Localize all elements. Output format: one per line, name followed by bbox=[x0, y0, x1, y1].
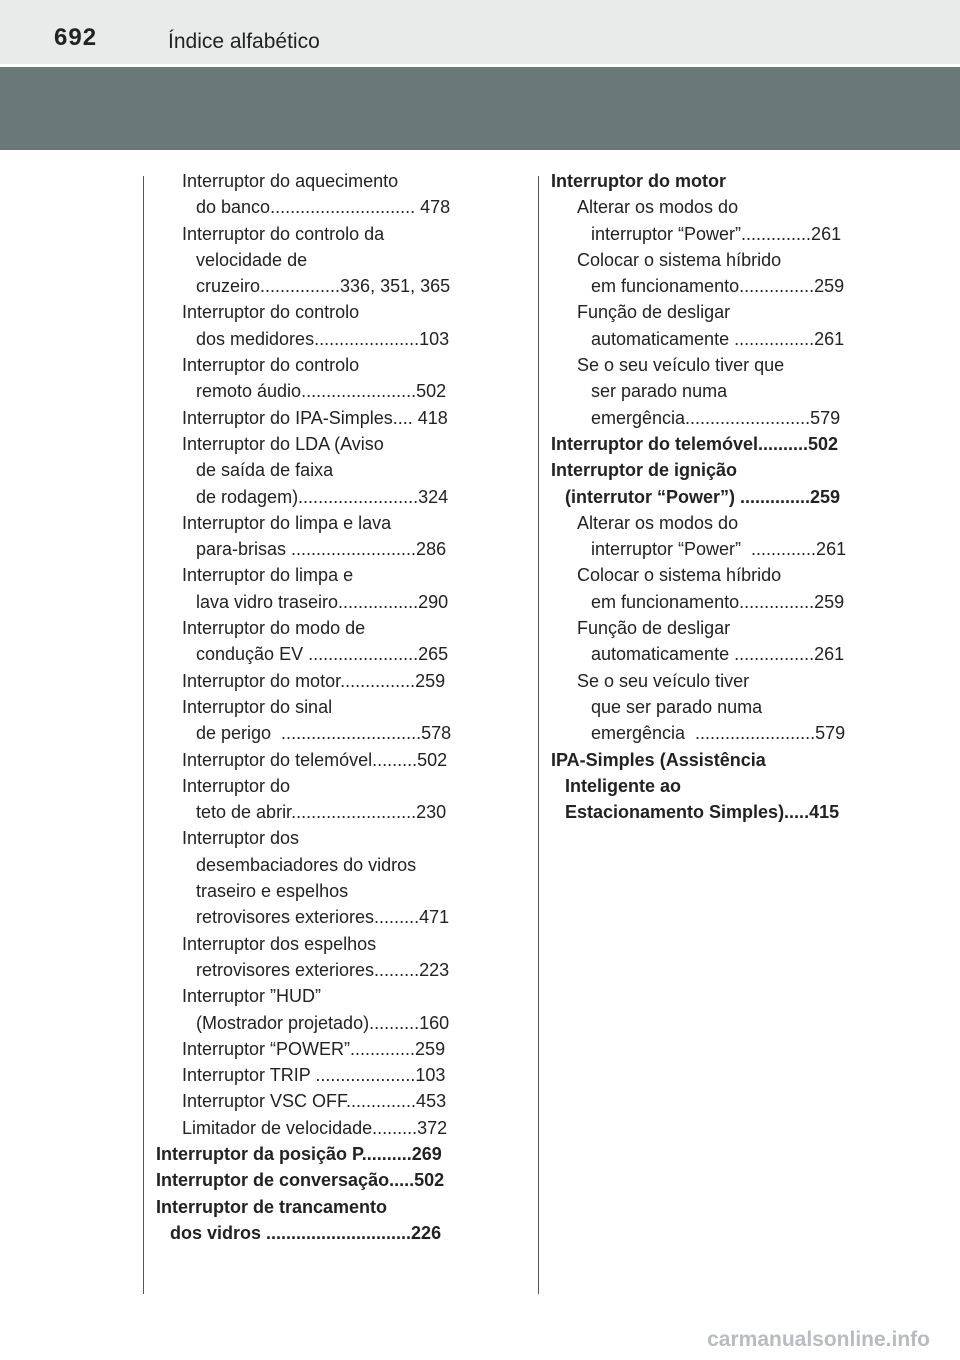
index-entry-line: Interruptor dos espelhos bbox=[182, 933, 377, 954]
index-entry-line: Interruptor do motor bbox=[551, 171, 726, 191]
index-entry-sub bbox=[182, 562, 476, 615]
index-entry-main bbox=[551, 168, 871, 194]
index-entry-line: velocidade de bbox=[196, 249, 308, 270]
gray-banner bbox=[0, 67, 960, 150]
left-column-rule bbox=[143, 176, 144, 1294]
index-entry-sub bbox=[577, 194, 871, 247]
index-entry-line: remoto áudio.......................502 bbox=[196, 381, 447, 402]
index-entry-sub bbox=[182, 168, 476, 221]
index-entry-line: que ser parado numa bbox=[591, 696, 763, 717]
index-entry-sub bbox=[182, 1115, 476, 1141]
index-entry-line: teto de abrir.........................230 bbox=[196, 802, 447, 823]
index-entry-main bbox=[551, 431, 871, 457]
index-entry-line: do banco............................. 478 bbox=[196, 197, 451, 218]
index-entry-line: Alterar os modos do bbox=[577, 512, 739, 533]
index-entry-line: Interruptor do sinal bbox=[182, 696, 333, 717]
index-entry-line: Interruptor do telemóvel.........502 bbox=[182, 749, 448, 770]
index-entry-sub bbox=[182, 352, 476, 405]
index-entry-line: Se o seu veículo tiver que bbox=[577, 355, 785, 376]
index-entry-line: Interruptor de ignição bbox=[551, 460, 738, 481]
index-entry-line: Interruptor do telemóvel..........502 bbox=[551, 433, 839, 454]
index-entry-sub bbox=[182, 299, 476, 352]
index-entry-line: desembaciadores do vidros bbox=[196, 854, 417, 875]
index-entry-sub bbox=[182, 773, 476, 826]
index-entry-sub bbox=[182, 747, 476, 773]
index-entry-sub bbox=[577, 668, 871, 747]
page-number: 692 bbox=[54, 24, 98, 51]
index-entry-line: ser parado numa bbox=[591, 381, 728, 402]
index-entry-line: dos medidores.....................103 bbox=[196, 328, 450, 349]
index-entry-line: Interruptor ”HUD” bbox=[182, 986, 322, 1007]
index-column-left bbox=[156, 168, 476, 1246]
index-entry-sub bbox=[182, 931, 476, 984]
index-entry-main bbox=[551, 457, 871, 510]
index-entry-line: Colocar o sistema híbrido bbox=[577, 565, 782, 586]
index-entry-line: interruptor “Power” .............261 bbox=[591, 539, 847, 560]
index-entry-line: Estacionamento Simples).....415 bbox=[565, 802, 840, 823]
index-entry-main bbox=[156, 1141, 476, 1167]
index-entry-sub bbox=[182, 825, 476, 930]
index-entry-sub bbox=[182, 1036, 476, 1062]
page-header bbox=[0, 0, 960, 64]
index-entry-line: para-brisas .........................286 bbox=[196, 539, 447, 560]
index-entry-sub bbox=[182, 615, 476, 668]
index-entry-sub bbox=[182, 405, 476, 431]
index-entry-line: Interruptor do controlo da bbox=[182, 223, 385, 244]
index-entry-main bbox=[156, 1167, 476, 1193]
index-entry-line: de perigo ............................578 bbox=[196, 723, 452, 744]
index-entry-sub bbox=[182, 510, 476, 563]
section-title: Índice alfabético bbox=[168, 30, 320, 53]
index-entry-line: Interruptor VSC OFF..............453 bbox=[182, 1091, 447, 1112]
index-entry-line: Interruptor do limpa e bbox=[182, 565, 354, 586]
index-entry-line: automaticamente ................261 bbox=[591, 328, 845, 349]
index-entry-line: Interruptor da posição P..........269 bbox=[156, 1143, 442, 1164]
index-entry-sub bbox=[577, 510, 871, 563]
index-entry-sub bbox=[182, 1062, 476, 1088]
watermark: carmanualsonline.info bbox=[707, 1328, 930, 1351]
index-entry-line: Alterar os modos do bbox=[577, 197, 739, 218]
index-entry-line: retrovisores exteriores.........223 bbox=[196, 959, 450, 980]
index-entry-line: emergência.........................579 bbox=[591, 407, 841, 428]
index-entry-line: dos vidros .............................226 bbox=[170, 1222, 442, 1243]
index-entry-sub bbox=[182, 694, 476, 747]
index-entry-sub bbox=[577, 615, 871, 668]
index-entry-line: Interruptor do limpa e lava bbox=[182, 512, 392, 533]
index-entry-line: automaticamente ................261 bbox=[591, 644, 845, 665]
index-entry-sub bbox=[577, 562, 871, 615]
index-entry-line: Interruptor dos bbox=[182, 828, 300, 849]
index-entry-line: Interruptor de conversação.....502 bbox=[156, 1170, 445, 1191]
index-entry-main bbox=[551, 747, 871, 826]
index-entry-line: de saída de faixa bbox=[196, 460, 334, 481]
index-entry-line: Interruptor do modo de bbox=[182, 618, 366, 639]
index-entry-line: Função de desligar bbox=[577, 618, 731, 639]
index-entry-line: Interruptor do aquecimento bbox=[182, 171, 399, 191]
index-entry-line: interruptor “Power”..............261 bbox=[591, 223, 842, 244]
index-entry-line: Interruptor do LDA (Aviso bbox=[182, 433, 384, 454]
index-entry-line: Interruptor do controlo bbox=[182, 355, 360, 376]
center-column-rule bbox=[538, 176, 539, 1294]
index-entry-line: (Mostrador projetado)..........160 bbox=[196, 1012, 450, 1033]
index-entry-sub bbox=[182, 221, 476, 300]
index-entry-line: Interruptor do bbox=[182, 775, 291, 796]
index-entry-line: em funcionamento...............259 bbox=[591, 276, 845, 297]
index-entry-main bbox=[156, 1194, 476, 1247]
index-entry-sub bbox=[577, 247, 871, 300]
index-entry-line: Limitador de velocidade.........372 bbox=[182, 1117, 448, 1138]
index-entry-line: Interruptor do controlo bbox=[182, 302, 360, 323]
index-entry-line: Interruptor “POWER”.............259 bbox=[182, 1038, 446, 1059]
index-entry-line: lava vidro traseiro................290 bbox=[196, 591, 449, 612]
index-entry-sub bbox=[182, 983, 476, 1036]
index-entry-line: Interruptor do motor...............259 bbox=[182, 670, 446, 691]
index-entry-line: de rodagem)........................324 bbox=[196, 486, 449, 507]
index-entry-sub bbox=[182, 1088, 476, 1114]
index-entry-line: condução EV ......................265 bbox=[196, 644, 449, 665]
index-entry-sub bbox=[182, 668, 476, 694]
index-entry-line: em funcionamento...............259 bbox=[591, 591, 845, 612]
index-entry-line: cruzeiro................336, 351, 365 bbox=[196, 276, 451, 297]
index-entry-line: Interruptor TRIP ....................103 bbox=[182, 1065, 446, 1086]
index-entry-line: Inteligente ao bbox=[565, 775, 682, 796]
index-entry-line: Interruptor de trancamento bbox=[156, 1196, 388, 1217]
index-entry-sub bbox=[577, 352, 871, 431]
index-entry-line: traseiro e espelhos bbox=[196, 881, 349, 902]
index-column-right bbox=[551, 168, 871, 825]
index-entry-line: IPA-Simples (Assistência bbox=[551, 749, 766, 770]
index-entry-line: Função de desligar bbox=[577, 302, 731, 323]
index-entry-line: Colocar o sistema híbrido bbox=[577, 249, 782, 270]
index-entry-line: Interruptor do IPA-Simples.... 418 bbox=[182, 407, 448, 428]
index-entry-sub bbox=[577, 299, 871, 352]
index-entry-line: emergência ........................579 bbox=[591, 723, 846, 744]
index-entry-line: Se o seu veículo tiver bbox=[577, 670, 750, 691]
index-entry-sub bbox=[182, 431, 476, 510]
index-entry-line: (interrutor “Power”) ..............259 bbox=[565, 486, 841, 507]
index-entry-line: retrovisores exteriores.........471 bbox=[196, 907, 450, 928]
